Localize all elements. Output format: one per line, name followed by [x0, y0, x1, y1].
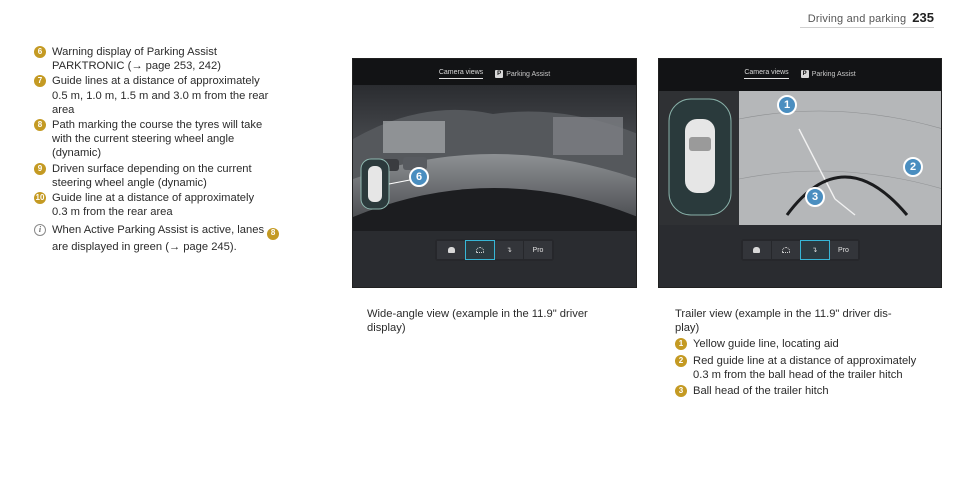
callout-1: 1 — [777, 95, 797, 115]
trailer-hitch-icon: ↴ — [811, 247, 818, 254]
info-icon: i — [34, 224, 46, 236]
trailer-hitch-icon: ↴ — [506, 247, 512, 254]
item-text: Ball head of the trailer hitch — [693, 385, 829, 398]
callout-2: 2 — [903, 157, 923, 177]
pro-button[interactable] — [524, 241, 552, 259]
list-item — [34, 191, 334, 219]
page-header — [808, 10, 934, 25]
list-item — [34, 74, 334, 117]
info-note — [34, 223, 334, 253]
item-text: Warning display of Parking Assist PARKTRONIC (→ page 253, 242) — [52, 46, 221, 73]
tab-parking-assist-label: Parking Assist — [506, 70, 551, 78]
tab-parking-assist-label: Parking Assist — [811, 70, 856, 78]
item-badge: 9 — [34, 163, 46, 175]
pro-button-label: Pro — [532, 246, 544, 254]
wide-angle-view-screen — [352, 58, 637, 288]
figure1-caption: Wide-angle view (example in the 11.9" driver display) — [367, 308, 588, 335]
callout-3: 3 — [805, 187, 825, 207]
figure1-caption-block — [367, 307, 637, 335]
wide-angle-button[interactable] — [772, 241, 800, 259]
camera-button-bar — [659, 239, 941, 261]
item-text: Red guide line at a distance of approximately 0.3 m from the ball head of the trailer hitch — [693, 354, 917, 381]
list-item — [675, 384, 945, 398]
item-text: Guide lines at a distance of approximately 0.5 m, 1.0 m, 1.5 m and 3.0 m from the rear area — [52, 75, 269, 116]
car-rear-icon — [448, 247, 455, 253]
trailer-view-button[interactable] — [495, 241, 523, 259]
tab-camera-views[interactable]: Camera views — [744, 69, 788, 79]
info-note-text — [52, 223, 279, 253]
pro-button[interactable] — [830, 241, 858, 259]
header-divider — [800, 27, 934, 28]
view-tabs — [353, 69, 636, 79]
wide-angle-button[interactable] — [466, 241, 494, 259]
list-item — [34, 45, 334, 73]
tab-camera-views[interactable]: Camera views — [439, 69, 483, 79]
item-badge: 7 — [34, 75, 46, 87]
section-title: Driving and parking — [807, 13, 907, 25]
pro-button-label: Pro — [838, 246, 849, 254]
info-text-after: are displayed in green (→ page 245). — [52, 240, 237, 253]
list-item — [34, 118, 334, 161]
list-item — [675, 337, 945, 351]
wide-angle-icon — [782, 247, 790, 253]
figure2-caption: Trailer view (example in the 11.9" driver dis- play) — [675, 308, 892, 335]
item-badge: 2 — [675, 355, 687, 367]
item-badge: 10 — [34, 192, 46, 204]
figure2-caption-block — [675, 307, 945, 399]
item-badge: 6 — [34, 46, 46, 58]
list-item — [34, 162, 334, 190]
rear-view-button[interactable] — [437, 241, 465, 259]
item-badge: 1 — [675, 338, 687, 350]
list-item — [675, 354, 945, 382]
info-text-before: When Active Parking Assist is active, lanes — [52, 224, 265, 237]
car-rear-icon — [753, 247, 760, 253]
parking-p-icon: P — [802, 71, 807, 77]
trailer-view-screen — [658, 58, 942, 288]
rear-view-button[interactable] — [743, 241, 771, 259]
item-badge: 8 — [34, 119, 46, 131]
parking-p-icon: P — [497, 71, 502, 77]
tab-parking-assist[interactable] — [495, 69, 550, 79]
trailer-view-button[interactable] — [801, 241, 829, 259]
page-number: 235 — [912, 10, 934, 25]
info-badge: 8 — [267, 228, 279, 240]
callout-6: 6 — [409, 167, 429, 187]
item-text: Guide line at a distance of approximately 0.3 m from the rear area — [52, 192, 255, 219]
item-badge: 3 — [675, 385, 687, 397]
wide-angle-icon — [476, 247, 484, 253]
item-text: Path marking the course the tyres will take with the current steering wheel angle (dynamic) — [52, 119, 263, 160]
camera-button-bar — [353, 239, 636, 261]
view-tabs — [659, 69, 941, 79]
tab-parking-assist[interactable] — [801, 69, 856, 79]
left-column — [34, 45, 334, 254]
item-text: Driven surface depending on the current steering wheel angle (dynamic) — [52, 162, 252, 189]
item-text: Yellow guide line, locating aid — [693, 338, 839, 351]
